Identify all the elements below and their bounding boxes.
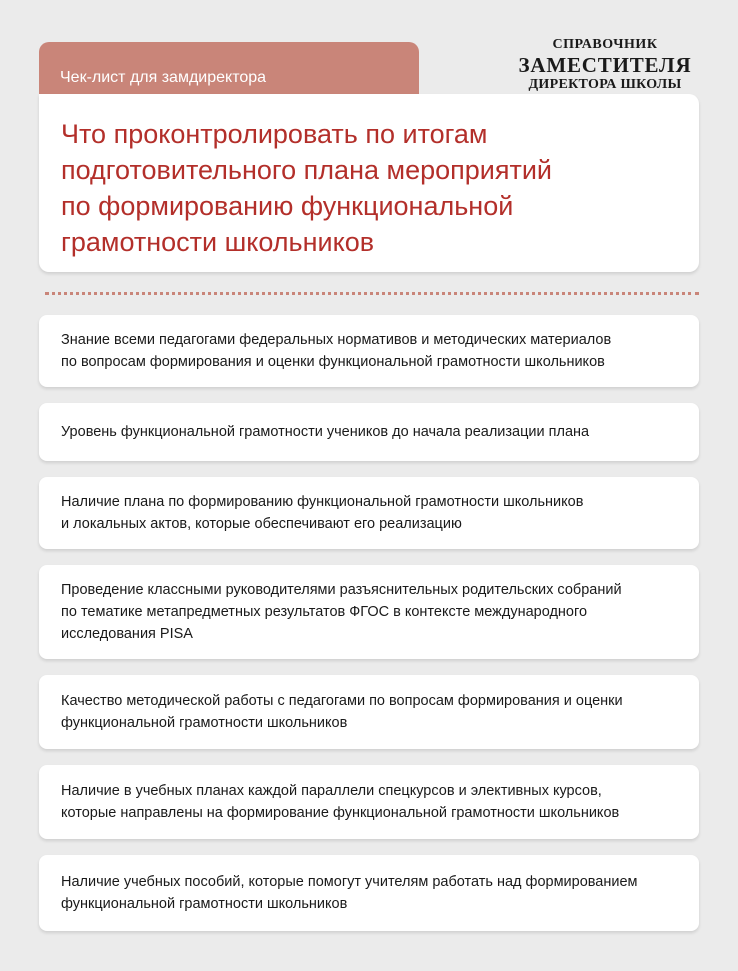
checklist-item-6: [39, 765, 699, 839]
brand-line-1: СПРАВОЧНИК: [552, 37, 658, 52]
checklist-tag: Чек-лист для замдиректора: [60, 69, 267, 86]
checklist-item-text: Наличие плана по формированию функциональной грамотности школьников и локальных актов, которые обеспечивают его реализацию: [61, 494, 584, 532]
checklist-item-text: Знание всеми педагогами федеральных нормативов и методических материалов по вопросам формирования и оценки функциональной грамотности школьников: [61, 332, 612, 370]
checklist-item-1: [39, 315, 699, 387]
dotted-divider: [45, 292, 699, 295]
brand-line-2: ЗАМЕСТИТЕЛЯ: [518, 53, 692, 77]
checklist-item-2: [39, 403, 699, 461]
checklist-item-3: [39, 477, 699, 549]
checklist-item-text: Качество методической работы с педагогами по вопросам формирования и оценки функциональной грамотности школьников: [61, 693, 623, 731]
checklist-item-text: Наличие в учебных планах каждой параллели спецкурсов и элективных курсов, которые направлены на формирование функциональной грамотности школьников: [61, 783, 620, 821]
brand-line-3: ДИРЕКТОРА ШКОЛЫ: [528, 77, 682, 92]
checklist-item-text: Проведение классными руководителями разъяснительных родительских собраний по тематике метапредметных результатов ФГОС в контексте международного исследования PISA: [61, 582, 622, 642]
checklist-item-text: Наличие учебных пособий, которые помогут учителям работать над формированием функциональной грамотности школьников: [61, 874, 638, 912]
checklist-item-text: Уровень функциональной грамотности учеников до начала реализации плана: [61, 424, 590, 440]
checklist-item-4: [39, 565, 699, 659]
checklist-item-5: [39, 675, 699, 749]
brand-logo: [505, 36, 705, 92]
checklist-item-7: [39, 855, 699, 931]
page-title: Что проконтролировать по итогам подготовительного плана мероприятий по формированию функциональной грамотности школьников: [61, 119, 552, 257]
